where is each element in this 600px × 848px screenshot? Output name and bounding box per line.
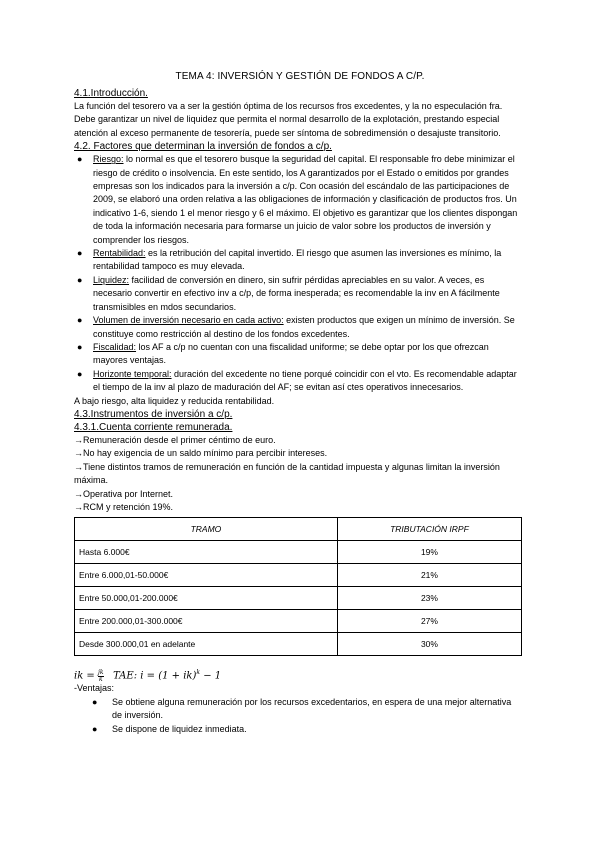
feature-line: →Tiene distintos tramos de remuneración en función de la cantidad impuesta y algunas limitan la inversión máxima. — [74, 461, 500, 486]
factor-text: facilidad de conversión en dinero, sin sufrir pérdidas apreciables en su valor. A veces, es necesario convertir en efectivo inv a c/p, de forma inesperada; es recomendable la inv en A fácilmente transmisibles en mdos secundarios. — [93, 274, 500, 312]
formula-tae: TAE: i = (1 + ik) — [113, 670, 197, 682]
advantages-label: -Ventajas: — [74, 683, 115, 694]
column-header-tramo: TRAMO — [75, 518, 338, 541]
interest-formula — [74, 666, 522, 682]
table-cell-rate: 23% — [337, 587, 521, 610]
factor-text: es la retribución del capital invertido. El riesgo que asumen las inversiones es mínimo, la rentabilidad tampoco es muy elevada. — [93, 248, 502, 272]
bullet-icon: ● — [77, 368, 83, 379]
feature-line: →RCM y retención 19%. — [74, 501, 174, 512]
document-body — [74, 87, 522, 736]
table-cell-rate: 30% — [337, 633, 521, 656]
page-title: TEMA 4: INVERSIÓN Y GESTIÓN DE FONDOS A C/P. — [175, 71, 425, 82]
table-row — [75, 610, 522, 633]
table-row — [75, 633, 522, 656]
factor-term: Rentabilidad: — [93, 248, 146, 259]
section-4-2-heading: 4.2. Factores que determinan la inversión de fondos a c/p. — [74, 141, 332, 153]
formula-minus: − 1 — [203, 670, 222, 682]
bullet-icon: ● — [92, 723, 98, 734]
factor-term: Fiscalidad: — [93, 341, 137, 352]
table-row — [75, 564, 522, 587]
factor-item-riesgo — [74, 153, 522, 247]
bullet-icon: ● — [92, 696, 98, 707]
factor-term: Riesgo: — [93, 154, 124, 165]
section-4-3-heading: 4.3.Instrumentos de inversión a c/p. — [74, 408, 233, 420]
formula-fraction-numerator: jk — [98, 668, 104, 676]
feature-line: →Operativa por Internet. — [74, 488, 174, 499]
advantages-list — [74, 696, 522, 736]
formula-fraction-denominator: k — [98, 675, 103, 683]
formula-fraction — [98, 670, 104, 683]
factor-item-rentabilidad — [74, 247, 522, 274]
table-header-row — [75, 518, 522, 541]
feature-line: →Remuneración desde el primer céntimo de euro. — [74, 434, 276, 445]
factor-text: duración del excedente no tiene porqué coincidir con el vto. Es recomendable adaptar el tiempo de la inv al plazo de maduración del AF; se evitan así ctes operativos innecesarios. — [93, 368, 517, 393]
bullet-icon: ● — [77, 315, 83, 326]
factor-text: los AF a c/p no cuentan con una fiscalidad uniforme; se debe optar por los que ofrezcan mayores ventajas. — [93, 341, 489, 366]
column-header-tributacion: TRIBUTACIÓN IRPF — [337, 518, 521, 541]
formula-lhs: ik = — [74, 670, 95, 682]
section-4-1-heading: 4.1.Introducción. — [74, 88, 148, 99]
bullet-icon: ● — [77, 274, 83, 285]
factor-item-fiscalidad — [74, 341, 522, 368]
factor-item-horizonte — [74, 368, 522, 395]
advantage-text: Se obtiene alguna remuneración por los recursos excedentarios, en espera de una mejor alternativa de inversión. — [112, 696, 512, 721]
tax-brackets-table — [74, 517, 522, 656]
factor-text: existen productos que exigen un mínimo de inversión. Se constituye como restricción al destino de los fondos excedentes. — [93, 315, 515, 339]
table-cell-tramo: Entre 6.000,01-50.000€ — [75, 564, 338, 587]
factor-text: lo normal es que el tesorero busque la seguridad del capital. El responsable fro debe minimizar el riesgo de crédito o insolvencia. En este sentido, los A garantizados por el Estado o emitidos por grandes empresas son los indicados para la inversión a c/p. Con ocasión del escándalo de las participaciones de 2009, se elaboró una orden relativa a las obligaciones de información y clasificación de productos fros. Un indicativo 1-6, siendo 1 el menor riesgo y 6 el máximo. El objetivo es garantizar que los clientes dispongan de toda la información necesaria para formarse un juicio de valor sobre los productos de inversión y comprender los riesgos. — [93, 154, 518, 245]
bullet-icon: ● — [77, 341, 83, 352]
formula-exponent: k — [196, 669, 200, 677]
factor-item-liquidez — [74, 274, 522, 314]
bullet-icon: ● — [77, 154, 83, 165]
feature-line: →No hay exigencia de un saldo mínimo para percibir intereses. — [74, 448, 328, 459]
factors-list — [74, 153, 522, 394]
table-cell-tramo: Hasta 6.000€ — [75, 541, 338, 564]
table-cell-tramo: Entre 200.000,01-300.000€ — [75, 610, 338, 633]
table-cell-rate: 21% — [337, 564, 521, 587]
factor-term: Horizonte temporal: — [93, 368, 172, 379]
table-cell-tramo: Entre 50.000,01-200.000€ — [75, 587, 338, 610]
table-row — [75, 541, 522, 564]
table-row — [75, 587, 522, 610]
table-cell-tramo: Desde 300.000,01 en adelante — [75, 633, 338, 656]
bullet-icon: ● — [77, 248, 83, 259]
advantage-item — [74, 696, 522, 723]
section-4-1-text: La función del tesorero va a ser la gestión óptima de los recursos fros excedentes, y la no especulación fra. Debe garantizar un nivel de liquidez que permita el normal desarrollo de la explotación, prestando especial atención al exceso permanente de tesorería, puede ser síntoma de sobredimensión o desajuste transitorio. — [74, 101, 503, 138]
section-4-3-1-heading: 4.3.1.Cuenta corriente remunerada. — [74, 421, 233, 433]
table-cell-rate: 19% — [337, 541, 521, 564]
factor-item-volumen — [74, 314, 522, 341]
factor-term: Liquidez: — [93, 274, 130, 285]
table-cell-rate: 27% — [337, 610, 521, 633]
advantage-item — [74, 723, 522, 736]
factor-term: Volumen de inversión necesario en cada activo: — [93, 315, 284, 326]
advantage-text: Se dispone de liquidez inmediata. — [112, 723, 247, 734]
section-4-2-closing: A bajo riesgo, alta liquidez y reducida rentabilidad. — [74, 395, 275, 406]
